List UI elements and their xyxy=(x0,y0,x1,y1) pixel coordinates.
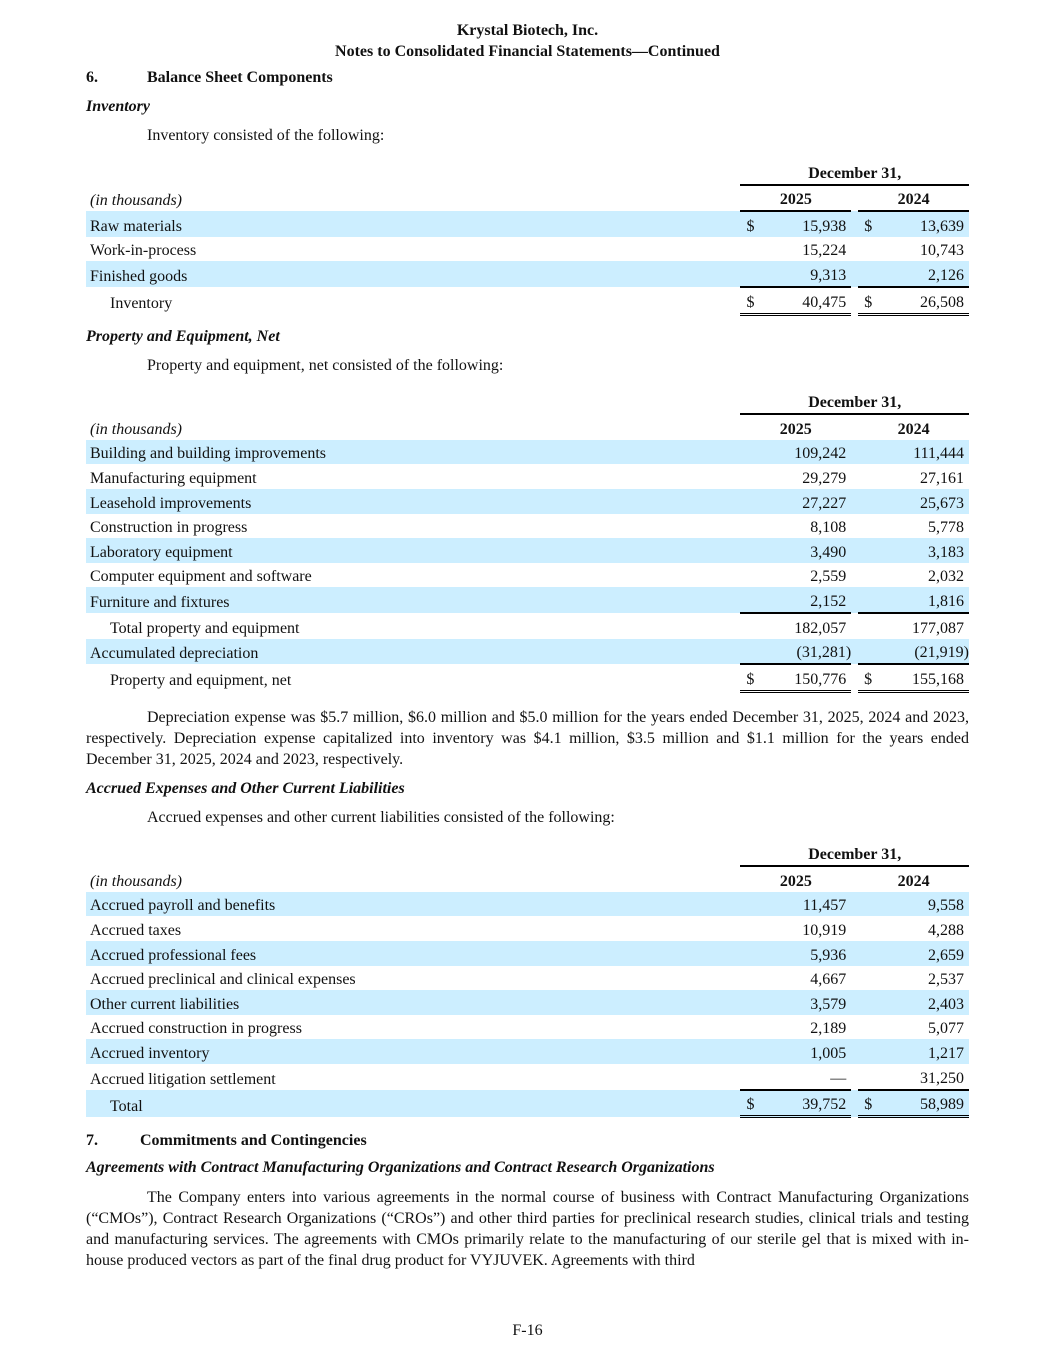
table-row: Accrued construction in progress 2,189 5,077 xyxy=(90,1020,964,1038)
page-number: F-16 xyxy=(512,1322,543,1339)
section-title: Commitments and Contingencies xyxy=(140,1132,367,1150)
period-header: December 31, xyxy=(740,159,969,185)
table-row: Furniture and fixtures 2,152 1,816 xyxy=(86,587,969,613)
table-row: Accrued preclinical and clinical expenses 4,667 2,537 xyxy=(90,971,964,989)
table-row: Other current liabilities 3,579 2,403 xyxy=(86,990,969,1015)
property-table xyxy=(86,389,969,693)
unit-label: (in thousands) xyxy=(90,420,182,438)
table-row: Accrued payroll and benefits 11,457 9,558 xyxy=(86,892,969,917)
table-total-row: Total $ 39,752 $ 58,989 xyxy=(86,1090,969,1117)
table-row: Finished goods 9,313 2,126 xyxy=(86,261,969,287)
table-row: Building and building improvements 109,242 111,444 xyxy=(86,440,969,465)
unit-label: (in thousands) xyxy=(90,872,182,890)
section-7-heading xyxy=(86,1132,969,1150)
table-row: Manufacturing equipment 29,279 27,161 xyxy=(90,469,964,487)
property-heading: Property and Equipment, Net xyxy=(86,327,280,345)
table-row: Accumulated depreciation (31,281) (21,919) xyxy=(86,639,969,665)
table-row: Accrued litigation settlement — 31,250 xyxy=(90,1069,964,1088)
section-6-heading xyxy=(86,69,969,87)
document-subtitle: Notes to Consolidated Financial Statements—Continued xyxy=(335,43,720,60)
table-row: Accrued professional fees 5,936 2,659 xyxy=(86,941,969,966)
agreements-paragraph: The Company enters into various agreements in the normal course of business with Contract Manufacturing Organizations (“CMOs”), Contract Research Organizations (“CROs”) and other third parties for preclinical research studies, clinical trials and testing and manufacturing services. The agreements with CMOs primarily relate to the manufacturing of our sterile gel that is mixed with in-house produced vectors as part of the final drug product for VYJUVEK. Agreements with third xyxy=(86,1189,969,1270)
year-2024: 2024 xyxy=(858,185,969,212)
table-total-row: Inventory $ 40,475 $ 26,508 xyxy=(86,287,969,314)
table-row: Laboratory equipment 3,490 3,183 xyxy=(86,538,969,563)
year-2024: 2024 xyxy=(897,420,930,438)
accrued-intro: Accrued expenses and other current liabilities consisted of the following: xyxy=(147,808,615,826)
table-row: Computer equipment and software 2,559 2,032 xyxy=(90,568,964,586)
section-title: Balance Sheet Components xyxy=(147,69,333,86)
table-row: Raw materials $ 15,938 $ 13,639 xyxy=(86,211,969,237)
period-header: December 31, xyxy=(740,841,969,867)
document-page xyxy=(86,0,969,1271)
accrued-heading: Accrued Expenses and Other Current Liabilities xyxy=(86,779,405,797)
agreements-heading: Agreements with Contract Manufacturing Organizations and Contract Research Organizations xyxy=(86,1159,715,1177)
inventory-table xyxy=(86,159,969,316)
property-intro: Property and equipment, net consisted of the following: xyxy=(147,356,504,374)
year-2025: 2025 xyxy=(779,872,812,890)
accrued-table xyxy=(86,841,969,1119)
depreciation-note: Depreciation expense was $5.7 million, $6.0 million and $5.0 million for the years ended December 31, 2025, 2024 and 2023, respectively. Depreciation expense capitalized into inventory was $4.1 million, $3.5 million and $1.1 million for the years ended December 31, 2025, 2024 and 2023, respectively. xyxy=(86,708,969,768)
year-2024: 2024 xyxy=(897,872,930,890)
year-2025: 2025 xyxy=(740,185,851,212)
table-period-header xyxy=(86,159,969,185)
table-row: Work-in-process 15,224 10,743 xyxy=(90,242,964,260)
table-row: Construction in progress 8,108 5,778 xyxy=(90,519,964,537)
unit-label: (in thousands) xyxy=(90,192,182,210)
table-year-header xyxy=(86,185,969,212)
table-row: Leasehold improvements 27,227 25,673 xyxy=(86,489,969,514)
table-row: Accrued taxes 10,919 4,288 xyxy=(90,922,964,940)
section-number: 7. xyxy=(86,1132,98,1150)
inventory-heading: Inventory xyxy=(86,98,150,115)
inventory-intro: Inventory consisted of the following: xyxy=(147,127,385,144)
table-total-row: Property and equipment, net $ 150,776 $ 155,168 xyxy=(86,664,969,691)
section-number: 6. xyxy=(86,69,98,86)
period-header: December 31, xyxy=(740,389,969,415)
company-name: Krystal Biotech, Inc. xyxy=(456,22,599,39)
table-subtotal-row: Total property and equipment 182,057 177,087 xyxy=(86,613,969,639)
year-2025: 2025 xyxy=(779,420,812,438)
table-row: Accrued inventory 1,005 1,217 xyxy=(86,1039,969,1064)
